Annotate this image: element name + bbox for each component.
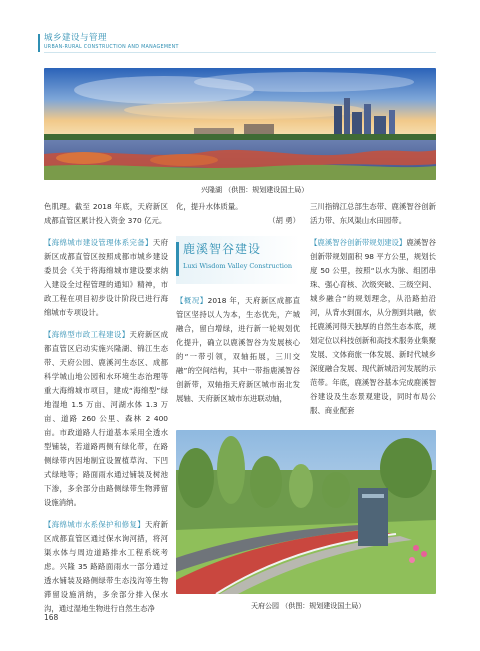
- feature-subtitle: Luxi Wisdom Valley Construction: [183, 262, 293, 270]
- col1-section-1-body: 天府新区成都直管区按照成都市城乡建设委员会《关于将海绵城市建设要求纳入建设全过程管理的通知》精神，市政工程在项目初步设计阶段已进行海绵城市专项设计。: [44, 238, 168, 317]
- col2-section-1-body: 2018 年，天府新区成都直管区坚持以人为本，生态优先，产城融合，留白增绿，进行新一轮规划优化提升，确立以鹿溪智谷为发展核心的“一带引领，双轴拓展，三川交融”的空间结构，其中一带指鹿溪智谷创新带，双轴指天府新区城市南北发展轴、天府新区城市东进联动轴，: [176, 296, 300, 403]
- col1-section-1: [44, 236, 168, 320]
- col1-section-3-body: 天府新区成都直管区通过保水询河措，将河渠水体与周边道路排水工程系统考虑。兴隆 35 路路面雨水一部分通过透水铺装及路侧绿带生态浅沟等生物滞留设施消纳，多余部分排入保水沟，通过湿地生物进行自然生态净: [44, 520, 168, 613]
- page-number: 168: [44, 613, 59, 622]
- text-column-1: [44, 200, 168, 616]
- text-column-2: [176, 200, 300, 228]
- feature-heading: [176, 238, 296, 278]
- running-header: [44, 33, 179, 52]
- header-accent-bar: [38, 34, 40, 52]
- bottom-photo-tianfu-park: [176, 430, 436, 594]
- park-path-image: [176, 430, 436, 594]
- text-column-3: [310, 200, 436, 418]
- bottom-photo-caption: 天府公园 （供图：规划建设国土局）: [251, 602, 366, 610]
- col3-section-1: [310, 236, 436, 418]
- col3-section-1-heading: 【鹿溪智谷创新带规划建设】: [310, 238, 407, 247]
- top-photo-xinglong-lake: [44, 68, 436, 180]
- col1-section-2-heading: 【海绵型市政工程建设】: [44, 330, 130, 339]
- col1-section-2-body: 天府新区成都直管区启动实施兴隆湖、锦江生态带、天府公园、鹿溪河生态区、成都科学城山地公园和水环境生态治理等重大海绵城市项目，建成“海绵型”绿地湿地 1.5 万亩、河湖水体 1.3 万亩、道路 260 公里、森林 2 400 亩。市政道路人行道基本采用全透水型铺装，若道路两侧有绿化带，在路侧绿带内因地制宜设置植草沟、下凹式绿地等；路面雨水通过铺装及树池下渗，多余部分由路侧绿带生物滞留设施消纳。: [44, 330, 168, 507]
- header-title-cn: 城乡建设与管理: [44, 33, 108, 43]
- feature-title: 鹿溪智谷建设: [183, 242, 262, 256]
- header-title-en: URBAN-RURAL CONSTRUCTION AND MANAGEMENT: [44, 45, 179, 50]
- col1-section-1-heading: 【海绵城市建设管理体系完备】: [44, 238, 153, 247]
- top-photo-caption: 兴隆湖 （供图：规划建设国土局）: [201, 186, 309, 194]
- col3-intro: 三川指锦江总部生态带、鹿溪智谷创新活力带、东风渠山水田园带。: [310, 202, 436, 225]
- col1-section-3: [44, 518, 168, 616]
- col2-section-1: [176, 294, 300, 406]
- text-column-2-body: [176, 294, 300, 406]
- header-rule: [44, 52, 436, 53]
- col3-section-1-body: 鹿溪智谷创新带规划面积 98 平方公里，规划长度 50 公里，按照“以水为脉、组团串珠、强心育核、次级突破、三级空间、城乡融合”的规划理念，从沿路拍沿河，从背水到面水，从分割到共融，依托鹿溪河得天独厚的自然生态本底，规划定位以科技创新和高技术服务业集聚发展、文体商旅一体发展、新时代城乡深度融合发展、现代新城沿河发展的示范带。年底，鹿溪智谷基本完成鹿溪智谷建设及生态景观建设，同时布局公服、商业配套: [310, 238, 436, 415]
- lake-panorama-image: [44, 68, 436, 180]
- feature-accent-bar: [176, 242, 179, 276]
- col2-intro: 化，提升水体质量。: [176, 202, 243, 211]
- col1-section-2: [44, 328, 168, 510]
- col2-section-1-heading: 【概况】: [176, 296, 208, 305]
- col1-section-3-heading: 【海绵城市水系保护和修复】: [44, 520, 146, 529]
- col1-intro: 色肌理。截至 2018 年底，天府新区成都直管区累计投入资金 370 亿元。: [44, 202, 168, 225]
- col2-author: （胡 勇）: [268, 216, 300, 225]
